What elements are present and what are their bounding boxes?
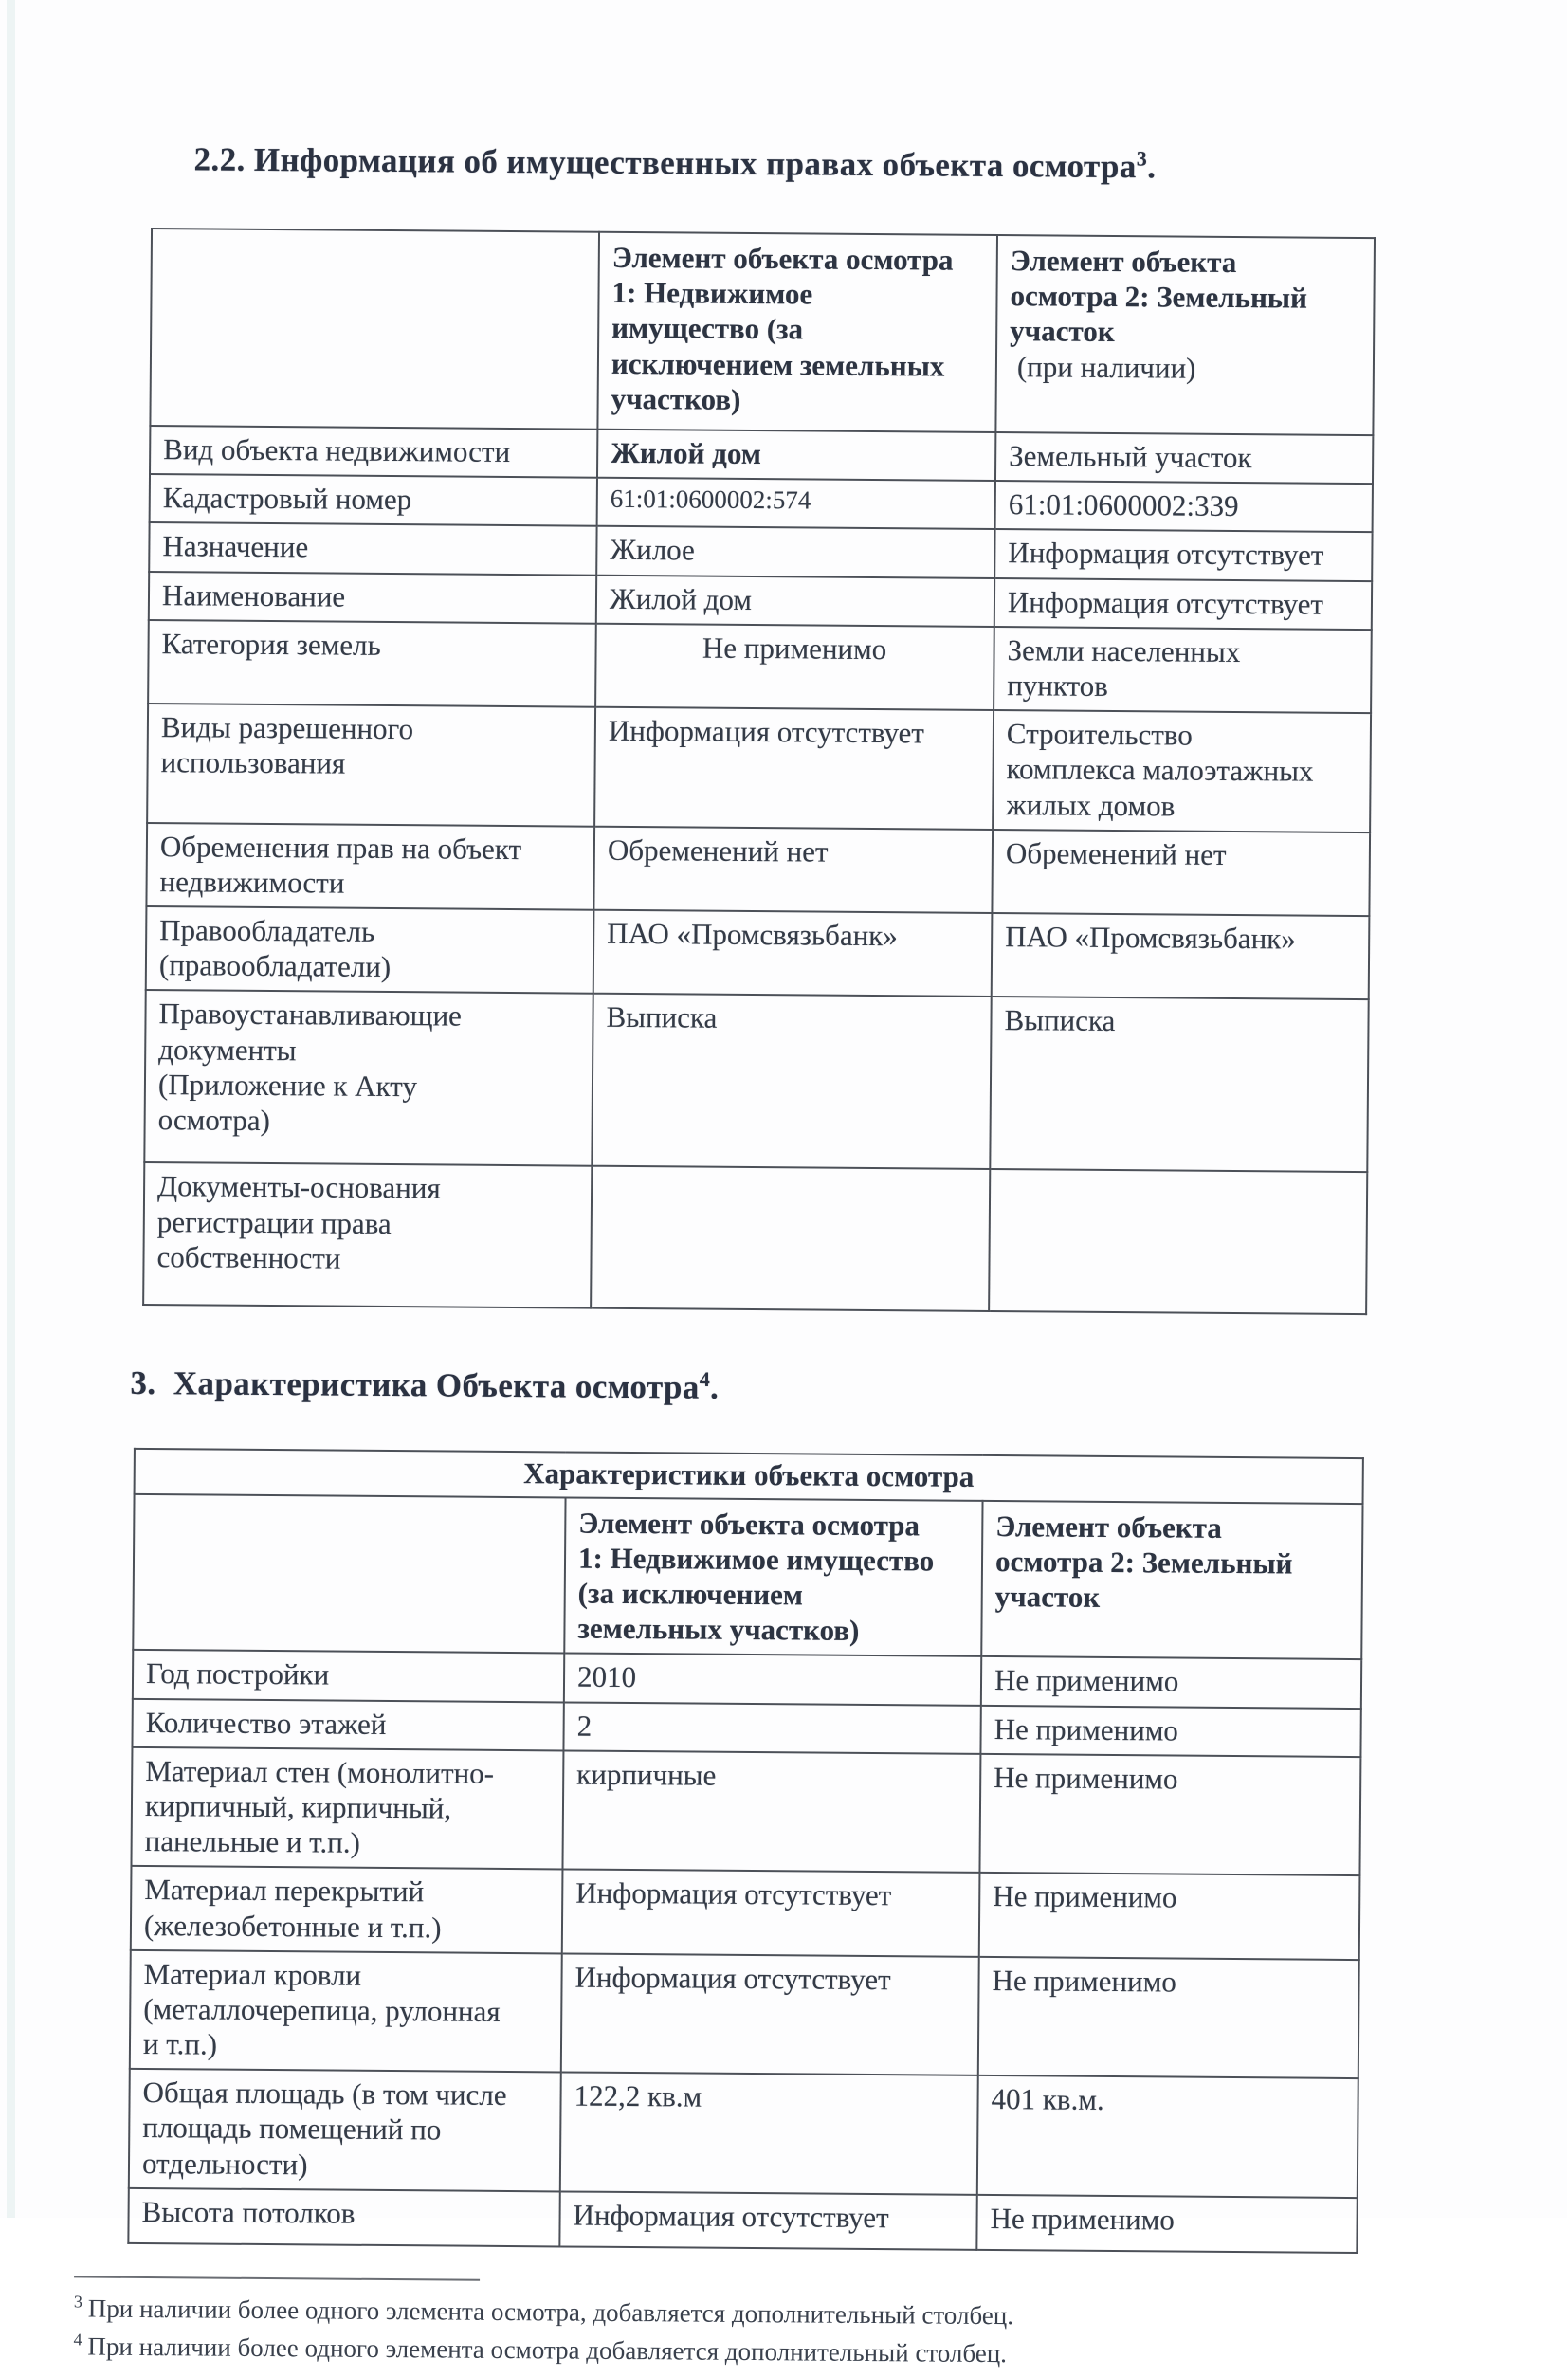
t1-row-value-1: 61:01:0600002:574: [597, 478, 995, 529]
t2-row-value-2: Не применимо: [976, 2195, 1357, 2253]
t1-header-element1: Элемент объекта осмотра 1: Недвижимое имущество (за исключением земельных участков): [597, 232, 997, 432]
table-row: [147, 704, 1371, 832]
t2-row-value-1: 2: [563, 1702, 980, 1754]
t1-row-value-1: ПАО «Промсвязьбанк»: [593, 910, 993, 997]
t2-row-value-1: 2010: [564, 1654, 981, 1706]
t1-header-element2: [995, 235, 1375, 435]
t1-row-value-2: Обременений нет: [992, 830, 1370, 916]
t1-row-label: Назначение: [149, 522, 596, 575]
t2-row-label: Материал перекрытий (железобетонные и т.п.): [131, 1866, 563, 1953]
t2-header-element2: Элемент объекта осмотра 2: Земельный участок: [981, 1501, 1362, 1660]
table-row: [143, 1162, 1367, 1314]
table-row: [129, 2069, 1358, 2198]
t2-header-element1: Элемент объекта осмотра 1: Недвижимое имущество (за исключением земельных участков): [564, 1497, 982, 1656]
footnote-separator: [74, 2276, 480, 2280]
section-3-title: [130, 1364, 1557, 1414]
section-2-2-title-period: .: [1147, 148, 1157, 186]
section-2-2-title: [193, 140, 1566, 189]
footnote-3-text: При наличии более одного элемента осмотра, добавляется дополнительный столбец.: [87, 2294, 1014, 2331]
t2-row-value-2: Не применимо: [979, 1873, 1360, 1960]
t2-row-value-1: Информация отсутствует: [559, 2191, 976, 2249]
t1-row-value-1: Обременений нет: [593, 826, 993, 913]
t1-row-label: Виды разрешенного использования: [147, 704, 595, 826]
t2-row-label: Материал кровли (металлочерепица, рулонная и т.п.): [130, 1950, 562, 2073]
table-row: [128, 2188, 1357, 2253]
t1-row-value-2: Земельный участок: [995, 432, 1373, 484]
t2-row-value-2: 401 кв.м.: [977, 2075, 1358, 2198]
footnote-3-marker: 3: [73, 2292, 82, 2312]
t2-header-empty-cell: [133, 1494, 565, 1654]
t1-row-value-2: Земли населенных пунктов: [994, 627, 1372, 713]
table-row: [131, 1747, 1360, 1876]
t1-row-value-2: Строительство комплекса малоэтажных жилых домов: [993, 710, 1371, 832]
footnotes: [73, 2289, 1550, 2377]
t1-row-label: Правообладатель (правообладатели): [146, 906, 594, 994]
t1-row-value-1: Не применимо: [595, 623, 994, 710]
footnote-ref-4: 4: [699, 1367, 711, 1392]
t2-row-value-1: Информация отсутствует: [562, 1870, 980, 1957]
t1-row-value-1: [591, 1166, 990, 1311]
t1-row-label: Наименование: [149, 572, 596, 624]
table-header-row: [150, 229, 1375, 435]
property-rights-table: [142, 228, 1376, 1316]
t1-row-value-1: Выписка: [592, 994, 991, 1169]
t1-row-label: Кадастровый номер: [150, 474, 597, 526]
t2-row-value-1: 122,2 кв.м: [560, 2073, 978, 2195]
section-3-title-text: 3. Характеристика Объекта осмотра: [130, 1364, 700, 1407]
table-row: [148, 620, 1372, 714]
t2-row-value-2: Не применимо: [980, 1705, 1360, 1756]
table-row: [146, 906, 1370, 1000]
t1-header-empty-cell: [150, 229, 599, 430]
t2-row-label: Количество этажей: [132, 1698, 563, 1750]
table-row: [130, 1950, 1359, 2079]
t1-row-value-2: 61:01:0600002:339: [995, 481, 1373, 532]
table-row: [146, 823, 1370, 917]
t2-row-label: Год постройки: [133, 1650, 564, 1702]
t1-row-value-2: Информация отсутствует: [994, 529, 1372, 580]
t1-row-label: Правоустанавливающие документы (Приложение к Акту осмотра): [144, 990, 593, 1166]
t1-row-label: Документы-основания регистрации права собственности: [143, 1162, 592, 1308]
t1-row-label: Вид объекта недвижимости: [150, 426, 597, 478]
t2-row-label: Высота потолков: [128, 2188, 559, 2247]
t1-row-value-2: Выписка: [990, 997, 1368, 1172]
characteristics-table: [127, 1448, 1364, 2254]
t1-row-label: Категория земель: [148, 620, 596, 707]
t1-row-label: Обременения прав на объект недвижимости: [146, 823, 594, 910]
t1-row-value-2: ПАО «Промсвязьбанк»: [992, 913, 1370, 999]
footnote-4-marker: 4: [73, 2330, 82, 2350]
t2-row-value-1: кирпичные: [562, 1750, 980, 1873]
t1-row-value-2: Информация отсутствует: [994, 578, 1372, 630]
t1-header-element2-note: (при наличии): [1016, 349, 1196, 385]
footnote-ref-3: 3: [1136, 146, 1148, 171]
t2-row-value-2: Не применимо: [978, 1957, 1359, 2079]
t2-row-value-1: Информация отсутствует: [561, 1953, 979, 2075]
t1-row-value-1: Жилое: [596, 526, 994, 577]
t2-caption: Характеристики объекта осмотра: [135, 1449, 1363, 1503]
t2-row-label: Материал стен (монолитно- кирпичный, кирпичный, панельные и т.п.): [131, 1747, 563, 1870]
t1-row-value-1: Информация отсутствует: [594, 707, 994, 830]
section-2-2-title-text: 2.2. Информация об имущественных правах объекта осмотра: [193, 140, 1137, 186]
section-3-title-period: .: [709, 1369, 720, 1407]
t1-row-value-1: Жилой дом: [597, 430, 995, 481]
t1-header-element2-main: Элемент объекта осмотра 2: Земельный участок: [1010, 244, 1308, 349]
t1-row-value-2: [989, 1169, 1367, 1314]
t2-row-label: Общая площадь (в том числе площадь помещений по отдельности): [129, 2069, 561, 2191]
table-row: [131, 1866, 1360, 1960]
t2-row-value-2: Не применимо: [981, 1656, 1361, 1708]
footnote-4-text: При наличии более одного элемента осмотра добавляется дополнительный столбец.: [87, 2331, 1008, 2368]
t1-row-value-1: Жилой дом: [596, 575, 994, 626]
t2-row-value-2: Не применимо: [979, 1754, 1360, 1876]
table-header-row: [133, 1494, 1362, 1660]
table-row: [144, 990, 1368, 1172]
